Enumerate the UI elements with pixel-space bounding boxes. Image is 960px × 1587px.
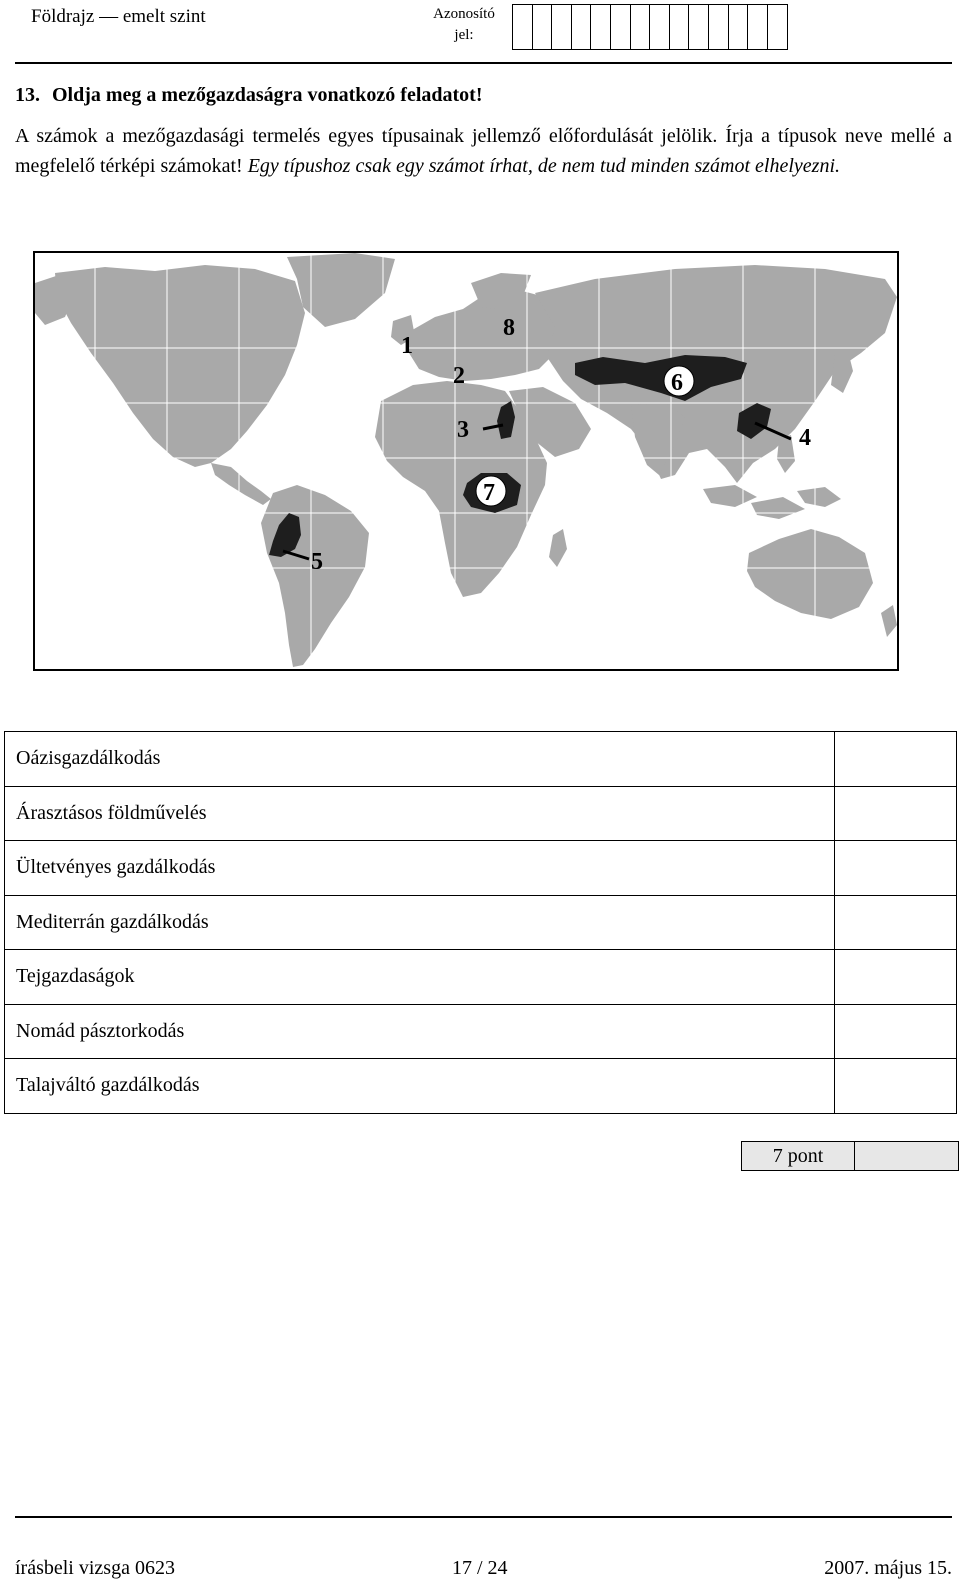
answer-number-field[interactable] [835, 1059, 957, 1114]
id-code-box[interactable] [572, 5, 592, 49]
task-instructions-italic: Egy típushoz csak egy számot írhat, de nem tud minden számot elhelyezni. [247, 155, 841, 177]
farming-type-label: Mediterrán gazdálkodás [5, 895, 835, 950]
id-code-box[interactable] [650, 5, 670, 49]
australia [747, 529, 873, 619]
farming-type-label: Ültetvényes gazdálkodás [5, 841, 835, 896]
marker-5: 5 [311, 549, 323, 575]
id-code-boxes[interactable] [512, 4, 788, 50]
id-code-box[interactable] [513, 5, 533, 49]
footer-page-number: 17 / 24 [452, 1557, 508, 1579]
answer-number-field[interactable] [835, 895, 957, 950]
footer-divider [15, 1516, 952, 1518]
header-title: Földrajz — emelt szint [31, 6, 206, 27]
task-heading-text: Oldja meg a mezőgazdaságra vonatkozó feladatot! [52, 84, 483, 106]
footer-exam-code: írásbeli vizsga 0623 [15, 1557, 175, 1579]
id-code-box[interactable] [631, 5, 651, 49]
philippines [777, 435, 795, 473]
farming-type-label: Tejgazdaságok [5, 950, 835, 1005]
marker-7: 7 [483, 480, 495, 506]
header-divider [15, 62, 952, 64]
id-code-box[interactable] [768, 5, 788, 49]
farming-type-label: Oázisgazdálkodás [5, 732, 835, 787]
score-label: 7 pont [742, 1142, 855, 1170]
id-code-box[interactable] [729, 5, 749, 49]
id-code-box[interactable] [670, 5, 690, 49]
score-box [741, 1141, 959, 1171]
marker-4: 4 [799, 425, 811, 451]
answer-row [5, 841, 957, 896]
north-america [55, 265, 305, 467]
task-heading [15, 84, 483, 107]
world-map [33, 251, 899, 671]
id-code-box[interactable] [591, 5, 611, 49]
answer-row [5, 895, 957, 950]
farming-type-label: Árasztásos földművelés [5, 786, 835, 841]
task-instructions [15, 121, 952, 181]
id-code-box[interactable] [611, 5, 631, 49]
task-instructions-plain: A számok a mezőgazdasági termelés egyes típusainak jellemző előfordulását jelölik. Írja a típusok neve mellé a megfelelő térképi számokat! [15, 125, 952, 177]
south-america [261, 485, 369, 667]
answer-row [5, 1059, 957, 1114]
answer-number-field[interactable] [835, 786, 957, 841]
id-label-line2: jel: [454, 27, 474, 43]
id-code-box[interactable] [552, 5, 572, 49]
indonesia [703, 485, 841, 519]
farming-type-label: Nomád pásztorkodás [5, 1004, 835, 1059]
answer-number-field[interactable] [835, 732, 957, 787]
central-america [211, 463, 271, 505]
answer-number-field[interactable] [835, 841, 957, 896]
answer-number-field[interactable] [835, 950, 957, 1005]
id-code-box[interactable] [748, 5, 768, 49]
marker-8: 8 [503, 315, 515, 341]
answer-table [4, 731, 957, 1114]
id-code-box[interactable] [709, 5, 729, 49]
marker-1: 1 [401, 333, 413, 359]
marker-2: 2 [453, 363, 465, 389]
id-code-box[interactable] [533, 5, 553, 49]
id-label-line1: Azonosító [433, 6, 495, 22]
answer-row [5, 786, 957, 841]
score-entry-field[interactable] [855, 1142, 958, 1170]
answer-row [5, 950, 957, 1005]
world-map-drawing [35, 253, 897, 669]
new-zealand [881, 605, 897, 637]
madagascar [549, 529, 567, 567]
id-label [424, 4, 504, 46]
marker-3: 3 [457, 417, 469, 443]
task-number: 13. [15, 84, 40, 106]
land-masses [35, 253, 897, 667]
answer-number-field[interactable] [835, 1004, 957, 1059]
answer-row [5, 1004, 957, 1059]
answer-row [5, 732, 957, 787]
id-code-box[interactable] [689, 5, 709, 49]
marker-6: 6 [671, 370, 683, 396]
farming-type-label: Talajváltó gazdálkodás [5, 1059, 835, 1114]
footer-date: 2007. május 15. [824, 1557, 952, 1579]
